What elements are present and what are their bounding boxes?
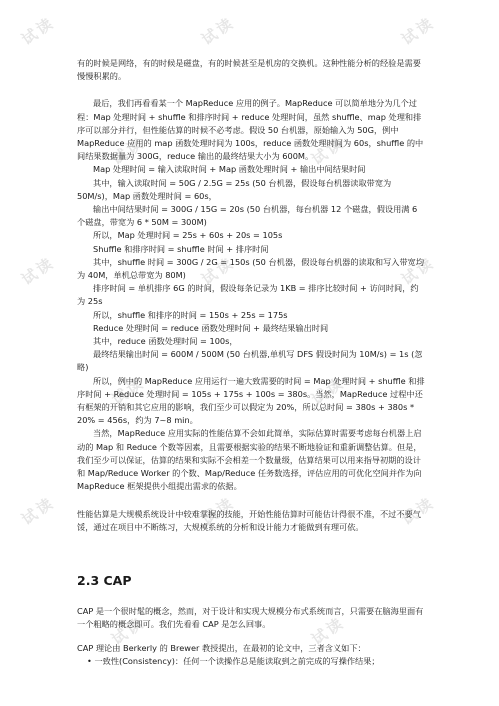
paragraph: 输出中间结果时间 = 300G / 15G = 20s (50 台机器，每台机器 12 个磁盘，假设用满 6 个磁盘，带宽为 6 * 50M = 300M) <box>77 204 418 228</box>
paragraph: 所以，shuffle 和排序的时间 = 150s + 25s = 175s <box>93 309 288 320</box>
cap-paragraph: CAP 是一个很时髦的概念，然而，对于设计和实现大规模分布式系统而言，只需要在脑海里面有一个粗略的概念即可。我们先看看 CAP 是怎么回事。 <box>77 606 424 630</box>
watermark-text: 试读 <box>108 133 149 169</box>
document-body <box>77 57 425 668</box>
watermark-text: 试读 <box>398 253 439 289</box>
paragraph: 排序时间 = 单机排序 6G 的时间，假设每条记录为 1KB = 排序比较时间 + 访问时间，约为 25s <box>77 283 419 307</box>
watermark-text: 试读 <box>398 13 439 49</box>
paragraph: 其中，输入读取时间 = 50G / 2.5G = 25s (50 台机器，假设每台机器读取带宽为 50M/s)，Map 函数处理时间 = 60s， <box>77 177 392 201</box>
watermark-text: 试读 <box>18 493 59 529</box>
watermark-text: 试读 <box>308 373 349 409</box>
cap-bullet-list <box>77 655 425 668</box>
watermark-text: 试读 <box>198 253 239 289</box>
paragraph: 其中，shuffle 时间 = 300G / 2G = 150s (50 台机器，假设每台机器的读取和写入带宽均为 40M，单机总带宽为 80M) <box>77 256 425 281</box>
paragraph: Reduce 处理时间 = reduce 函数处理时间 + 最终结果输出时间 <box>93 322 329 333</box>
watermark-text: 试读 <box>198 493 239 529</box>
watermark-text: 试读 <box>18 13 59 49</box>
paragraph: Shuffle 和排序时间 = shuffle 时间 + 排序时间 <box>93 243 269 254</box>
watermark-text: 试读 <box>198 13 239 49</box>
cap-paragraph-list <box>77 605 425 655</box>
paragraph: 最终结果输出时间 = 600M / 500M (50 台机器,单机写 DFS 假设时间为 10M/s) = 1s (忽略) <box>77 349 423 373</box>
cap-list-item: • 一致性(Consistency)：任何一个读操作总是能读取到之前完成的写操作结果； <box>87 655 425 668</box>
watermark-text: 试读 <box>108 373 149 409</box>
watermark-text: 试读 <box>308 613 349 649</box>
paragraph: 所以，例中的 MapReduce 应用运行一遍大致需要的时间 = Map 处理时间 + shuffle 和排序时间 + Reduce 处理时间 = 105s + 175s + 100s = 380s。当然，MapReduce 过程中还有框架的开销和其它应用的影响，我们至少可以假定为 20%，所以总时间 = 380s + 380s * 20% = 456s，约为 7~8 min。 <box>77 375 425 426</box>
paragraph: 其中，reduce 函数处理时间 = 100s， <box>93 336 238 347</box>
watermark-text: 试读 <box>308 133 349 169</box>
cap-paragraph: CAP 理论由 Berkerly 的 Brewer 教授提出，在最初的论文中，三者含义如下： <box>77 642 366 653</box>
paragraph: 性能估算是大规模系统设计中较难掌握的技能，开始性能估算时可能估计得很不准，不过不要气馁，通过在项目中不断练习，大规模系统的分析和设计能力才能做到有理可依。 <box>77 508 421 532</box>
paragraph-list <box>77 57 425 534</box>
watermark-text: 试读 <box>18 253 59 289</box>
paragraph: 最后，我们再看看某一个 MapReduce 应用的例子。MapReduce 可以简单地分为几个过程：Map 处理时间 + shuffle 和排序时间 + reduce 处理时间，虽然 shuffle、map 处理和排序可以部分并行，但性能估算的时候不必考虑。假设 50 台机器，原始输入为 50G，例中 MapReduce 应用的 map 函数处理时间为 100s，reduce 函数处理时间为 60s，shuffle 的中间结果数据量为 300G，reduce 输出的最终结果大小为 600M。 <box>77 98 424 162</box>
watermark-text: 试读 <box>108 613 149 649</box>
paragraph: 当然，MapReduce 应用实际的性能估算不会如此简单，实际估算时需要考虑每台机器上启动的 Map 和 Reduce 个数等因素，且需要根据实验的结果不断地验证和重新调整估算。但是，我们至少可以保证，估算的结果和实际不会相差一个数量级，估算结果可以用来指导初期的设计和 Map/Reduce Worker 的个数、Map/Reduce 任务数选择，评估应用的可优化空间并作为向 MapReduce 框架提供小组提出需求的依据。 <box>77 428 422 492</box>
paragraph: 所以，Map 处理时间 = 25s + 60s + 20s = 105s <box>93 230 283 241</box>
paragraph: Map 处理时间 = 输入读取时间 + Map 函数处理时间 + 输出中间结果时间 <box>93 164 366 175</box>
watermark-text: 试读 <box>398 493 439 529</box>
paragraph: 有的时候是网络，有的时候是磁盘，有的时候甚至是机房的交换机。这种性能分析的经验是需要慢慢积累的。 <box>77 58 421 82</box>
section-heading: 2.3 CAP <box>77 572 132 588</box>
